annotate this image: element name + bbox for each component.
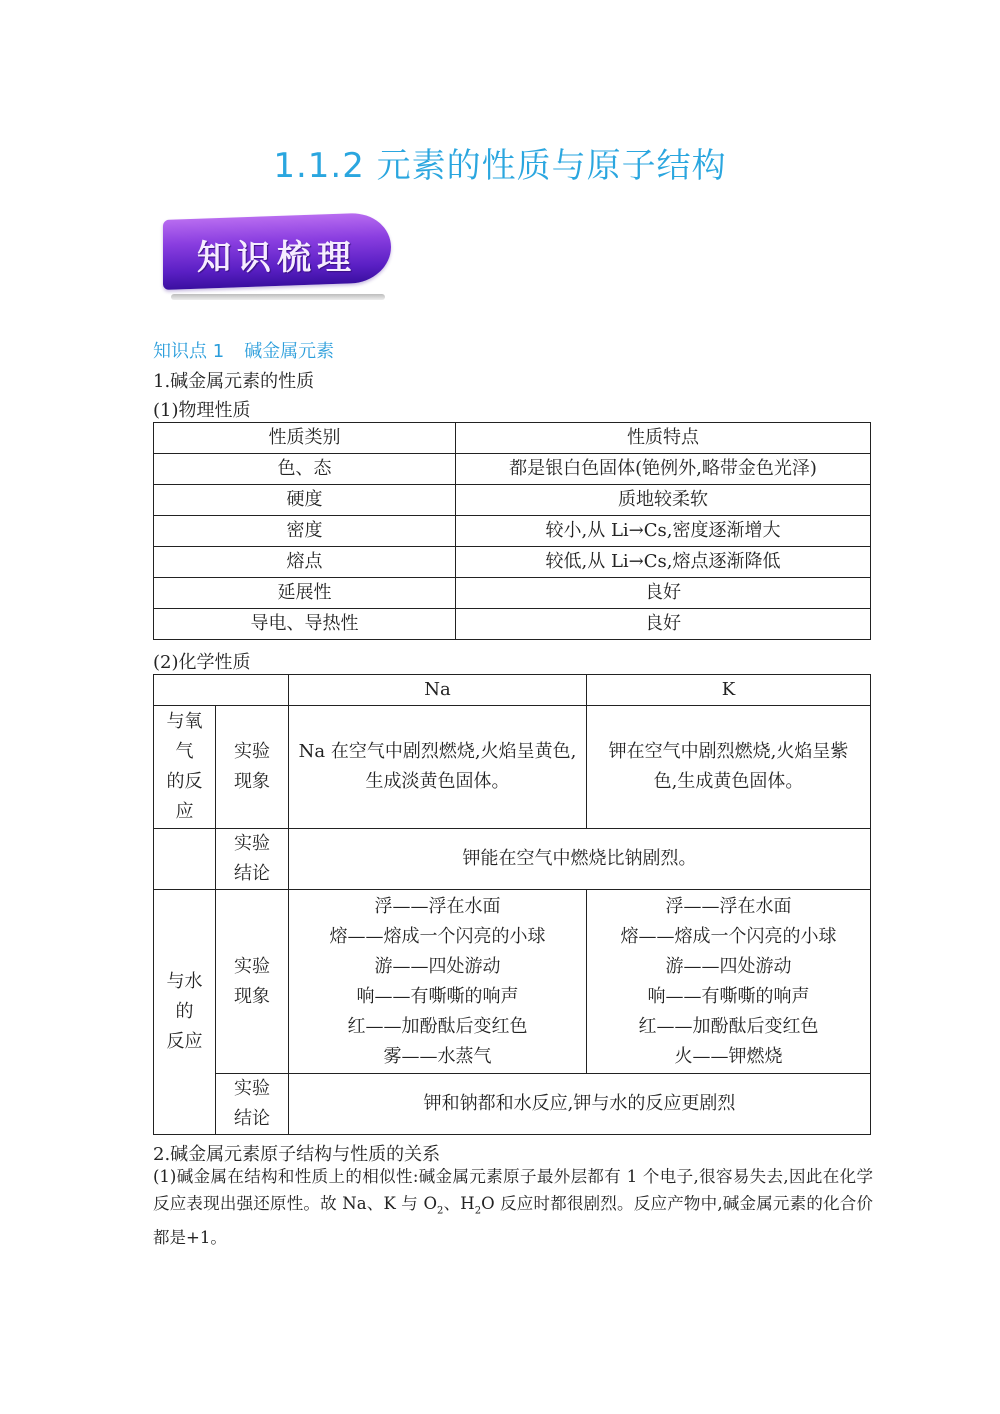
table-row [154,578,871,609]
property-value: 良好 [456,578,871,609]
water-conclusion: 钾和钠都和水反应,钾与水的反应更剧烈 [289,1074,871,1135]
header-k: K [587,675,871,706]
table-row [154,609,871,640]
oxygen-na-phenomenon: Na 在空气中剧烈燃烧,火焰呈黄色,生成淡黄色固体。 [289,706,587,829]
water-conclusion-row [154,1074,871,1135]
banner-label: 知识梳理 [197,238,357,278]
blank-cell [154,829,216,890]
property-value: 较低,从 Li→Cs,熔点逐渐降低 [456,547,871,578]
oxygen-conclusion-row [154,829,871,890]
property-name: 色、态 [154,454,456,485]
table-header-row [154,675,871,706]
knowledge-point-topic: 碱金属元素 [244,341,335,362]
table-row [154,485,871,516]
table-row [154,516,871,547]
water-phenomenon-row [154,890,871,1074]
oxygen-reaction-label: 与氧 气 的反 应 [154,706,216,829]
chemical-properties-table [153,674,871,1135]
water-na-phenomenon: 浮——浮在水面 熔——熔成一个闪亮的小球 游——四处游动 响——有嘶嘶的响声 红——加酚酞后变红色 雾——水蒸气 [289,890,587,1074]
property-name: 熔点 [154,547,456,578]
property-name: 硬度 [154,485,456,516]
knowledge-point-heading [153,337,334,363]
table-header-row [154,423,871,454]
property-name: 延展性 [154,578,456,609]
oxygen-k-phenomenon: 钾在空气中剧烈燃烧,火焰呈紫色,生成黄色固体。 [587,706,871,829]
section2-paragraph: (1)碱金属在结构和性质上的相似性:碱金属元素原子最外层都有 1 个电子,很容易失去,因此在化学反应表现出强还原性。故 Na、K 与 $O_2$、$H_2O$ 反应时都很剧烈。反应产物中,碱金属元素的化合价都是+1。 [153,1167,873,1248]
section2-heading: 2.碱金属元素原子结构与性质的关系 [153,1144,441,1165]
water-reaction-label: 与水 的 反应 [154,890,216,1135]
chemical-heading: (2)化学性质 [153,652,251,673]
property-name: 密度 [154,516,456,547]
oxygen-phenomenon-row [154,706,871,829]
property-value: 良好 [456,609,871,640]
header-cell: 性质特点 [456,423,871,454]
page-title: 1.1.2 元素的性质与原子结构 [273,146,727,186]
section1-heading: 1.碱金属元素的性质 [153,371,315,392]
water-k-phenomenon: 浮——浮在水面 熔——熔成一个闪亮的小球 游——四处游动 响——有嘶嘶的响声 红——加酚酞后变红色 火——钾燃烧 [587,890,871,1074]
table-row [154,454,871,485]
property-value: 较小,从 Li→Cs,密度逐渐增大 [456,516,871,547]
section-banner [163,216,391,296]
phenomenon-label: 实验 现象 [216,890,289,1074]
physical-heading: (1)物理性质 [153,400,251,421]
property-value: 都是银白色固体(铯例外,略带金色光泽) [456,454,871,485]
header-na: Na [289,675,587,706]
header-blank-cell [154,675,289,706]
banner-shadow [171,294,385,300]
property-value: 质地较柔软 [456,485,871,516]
conclusion-label: 实验 结论 [216,1074,289,1135]
header-cell: 性质类别 [154,423,456,454]
phenomenon-label: 实验 现象 [216,706,289,829]
conclusion-label: 实验 结论 [216,829,289,890]
property-name: 导电、导热性 [154,609,456,640]
oxygen-conclusion: 钾能在空气中燃烧比钠剧烈。 [289,829,871,890]
table-row [154,547,871,578]
knowledge-point-number: 知识点 1 [153,341,225,362]
physical-properties-table [153,422,871,640]
